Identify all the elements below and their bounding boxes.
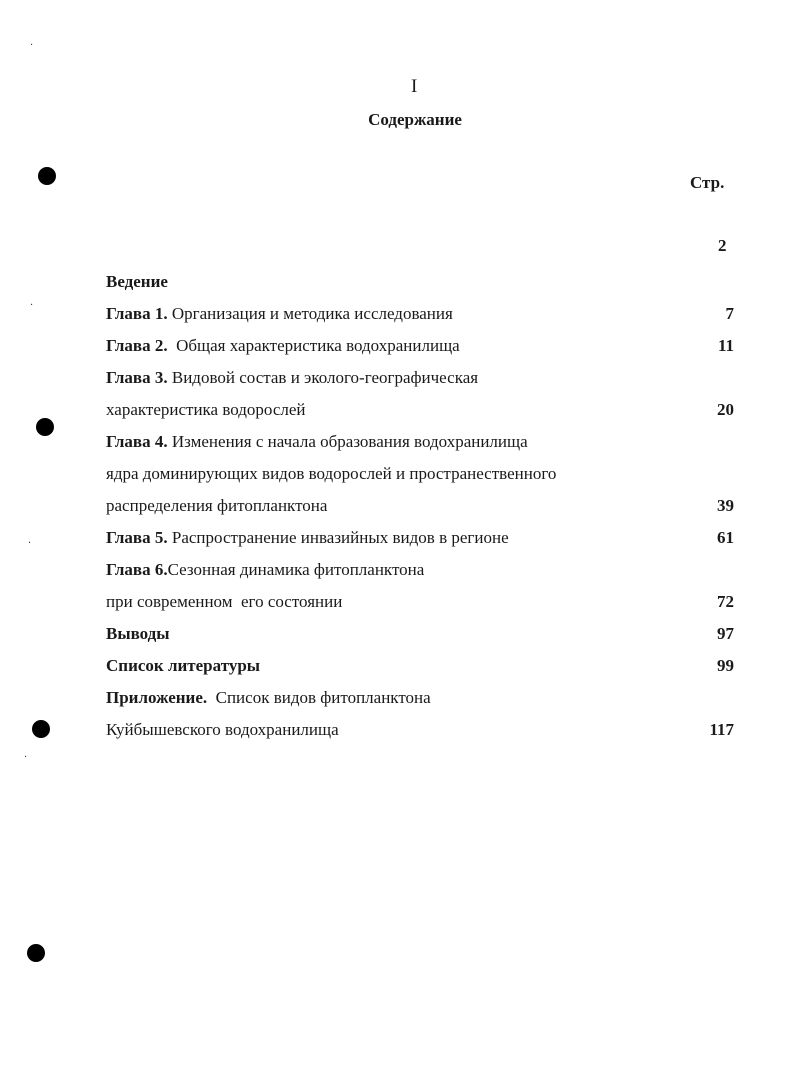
scan-speck: · — [24, 752, 28, 763]
toc-entry-heading: Глава 4. — [106, 432, 168, 451]
punch-hole — [36, 418, 54, 436]
toc-entry-page: 117 — [709, 720, 734, 739]
toc-entry-text: ядра доминирующих видов водорослей и пространественного — [106, 464, 557, 483]
toc-entry — [106, 362, 738, 394]
page-number: I — [411, 76, 418, 97]
toc-entry-page: 61 — [717, 528, 734, 547]
toc-entry — [106, 522, 738, 554]
scan-speck: · — [30, 40, 34, 51]
toc-entry-heading: Выводы — [106, 624, 170, 643]
toc-entry-text: распределения фитопланктона — [106, 496, 328, 515]
toc-entry — [106, 618, 738, 650]
toc-entry — [106, 330, 738, 362]
toc-entry-page: 20 — [717, 400, 734, 419]
toc-entry-heading: Глава 2. — [106, 336, 168, 355]
toc-entry-page: 72 — [717, 592, 734, 611]
toc-entry-heading: Глава 6. — [106, 560, 168, 579]
toc-entry-page: 11 — [717, 336, 734, 355]
toc-entry-heading: Приложение. — [106, 688, 208, 707]
toc-entry-text: Видовой состав и эколого-географическая — [167, 368, 479, 387]
toc-entry-heading: Глава 1. — [106, 304, 168, 323]
toc-entry-text: при современном его состоянии — [106, 592, 343, 611]
scan-speck: · — [30, 300, 34, 311]
toc-entry — [106, 458, 738, 490]
toc-entry — [106, 586, 738, 618]
punch-hole — [38, 167, 56, 185]
toc-entry-text: Организация и методика исследования — [167, 304, 453, 323]
toc-entry-text: Список видов фитопланктона — [207, 688, 431, 707]
scan-speck: · — [28, 538, 32, 549]
toc-entry — [106, 426, 738, 458]
toc-entry — [106, 394, 738, 426]
page-title: Содержание — [368, 110, 462, 129]
toc-entry — [106, 714, 738, 746]
toc-entry — [106, 650, 738, 682]
toc-entry-heading: Список литературы — [106, 656, 261, 675]
punch-hole — [32, 720, 50, 738]
page-column-header: Стр. — [690, 173, 725, 192]
toc-entry-page: 99 — [717, 656, 734, 675]
toc-entry-page: 39 — [717, 496, 734, 515]
toc-entry-text: Распространение инвазийных видов в регионе — [167, 528, 509, 547]
toc-entry-heading: Ведение — [106, 272, 168, 291]
toc-entry — [106, 298, 738, 330]
toc-entry — [106, 266, 738, 298]
toc-entry-text: характеристика водорослей — [106, 400, 306, 419]
toc-entry-heading: Глава 5. — [106, 528, 168, 547]
toc-entry-heading: Глава 3. — [106, 368, 168, 387]
toc-entry-text: Общая характеристика водохранилища — [167, 336, 460, 355]
toc-entry — [106, 490, 738, 522]
table-of-contents — [106, 266, 738, 746]
toc-entry — [106, 554, 738, 586]
toc-entry-text: Сезонная динамика фитопланктона — [167, 560, 425, 579]
intro-page-number: 2 — [718, 236, 727, 255]
toc-entry-page: 7 — [725, 304, 734, 323]
toc-entry-text: Куйбышевского водохранилища — [106, 720, 339, 739]
toc-entry-text: Изменения с начала образования водохранилища — [167, 432, 528, 451]
toc-entry-page: 97 — [717, 624, 734, 643]
toc-entry — [106, 682, 738, 714]
punch-hole — [27, 944, 45, 962]
